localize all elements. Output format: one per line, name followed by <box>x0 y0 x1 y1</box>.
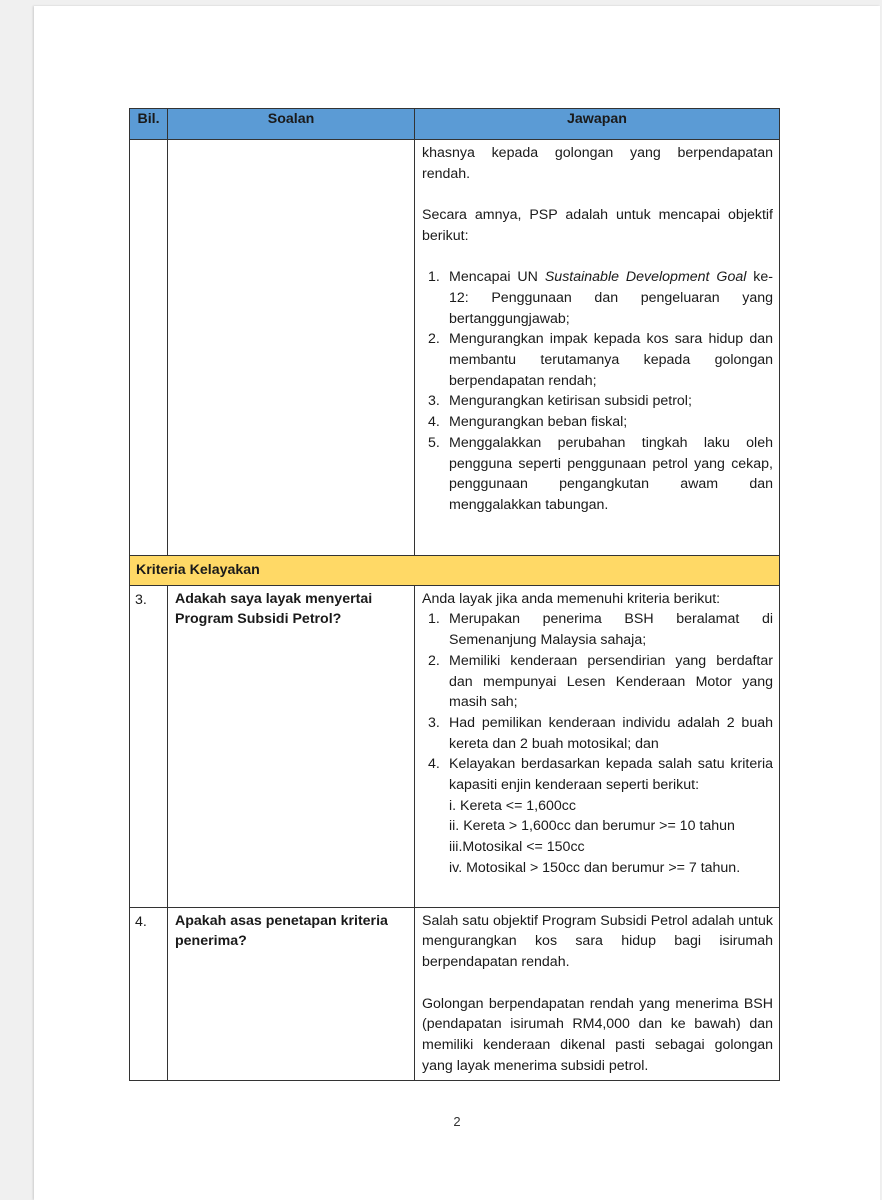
answer-paragraph: Anda layak jika anda memenuhi kriteria berikut: <box>422 590 721 607</box>
list-item: 4. Mengurangkan beban fiskal; <box>428 414 628 431</box>
list-item: 3. Mengurangkan ketirisan subsidi petrol; <box>428 393 692 410</box>
page-number: 2 <box>453 1114 461 1129</box>
list-item: 1. Mencapai UN Sustainable Development Goal ke-12: Penggunaan dan pengeluaran yang bertanggungjawab; <box>428 269 773 327</box>
list-item: 4. Kelayakan berdasarkan kepada salah satu kriteria kapasiti enjin kenderaan seperti berikut: <box>428 756 773 794</box>
answer-paragraph: khasnya kepada golongan yang berpendapatan rendah. <box>422 145 773 182</box>
answer-paragraph: Secara amnya, PSP adalah untuk mencapai objektif berikut: <box>422 207 773 244</box>
list-item: 5. Menggalakkan perubahan tingkah laku oleh pengguna seperti penggunaan petrol yang cekap, penggunaan pengangkutan awam dan menggalakkan tabungan. <box>428 434 773 513</box>
sub-item: ii. Kereta > 1,600cc dan berumur >= 10 tahun <box>449 818 735 835</box>
table-row <box>130 907 780 1081</box>
list-item: 3. Had pemilikan kenderaan individu adalah 2 buah kereta dan 2 buah motosikal; dan <box>428 714 773 752</box>
table-row <box>130 585 780 907</box>
table-row <box>130 140 780 556</box>
answer-cell <box>415 585 780 907</box>
header-jawapan: Jawapan <box>415 109 780 140</box>
faq-table <box>129 108 780 1081</box>
row-number: 3. <box>135 591 147 608</box>
sub-criteria-list <box>422 796 773 879</box>
header-soalan: Soalan <box>168 109 415 140</box>
answer-cell <box>415 907 780 1081</box>
list-item: 1. Merupakan penerima BSH beralamat di Semenanjung Malaysia sahaja; <box>428 611 773 649</box>
header-bil: Bil. <box>130 109 168 140</box>
question-text: Apakah asas penetapan kriteria penerima? <box>175 912 388 950</box>
row-number: 4. <box>135 913 147 930</box>
answer-paragraph: Salah satu objektif Program Subsidi Petrol adalah untuk mengurangkan kos sara hidup bagi isirumah berpendapatan rendah. <box>422 912 773 971</box>
section-row <box>130 556 780 586</box>
document-page <box>34 6 880 1200</box>
table-header-row <box>130 109 780 140</box>
sub-item: iii.Motosikal <= 150cc <box>449 839 585 856</box>
list-item: 2. Mengurangkan impak kepada kos sara hidup dan membantu terutamanya kepada golongan berpendapatan rendah; <box>428 331 773 389</box>
objectives-list <box>422 267 773 515</box>
sub-item: iv. Motosikal > 150cc dan berumur >= 7 tahun. <box>449 859 741 876</box>
section-title: Kriteria Kelayakan <box>130 556 780 586</box>
criteria-list <box>422 609 773 795</box>
answer-paragraph: Golongan berpendapatan rendah yang menerima BSH (pendapatan isirumah RM4,000 dan ke bawah) dan memiliki kenderaan dikenal pasti sebagai golongan yang layak menerima subsidi petrol. <box>422 995 773 1074</box>
question-text: Adakah saya layak menyertai Program Subsidi Petrol? <box>175 590 373 628</box>
answer-cell <box>415 140 780 556</box>
list-item: 2. Memiliki kenderaan persendirian yang berdaftar dan mempunyai Lesen Kenderaan Motor yang masih sah; <box>428 652 773 711</box>
sub-item: i. Kereta <= 1,600cc <box>449 797 576 814</box>
